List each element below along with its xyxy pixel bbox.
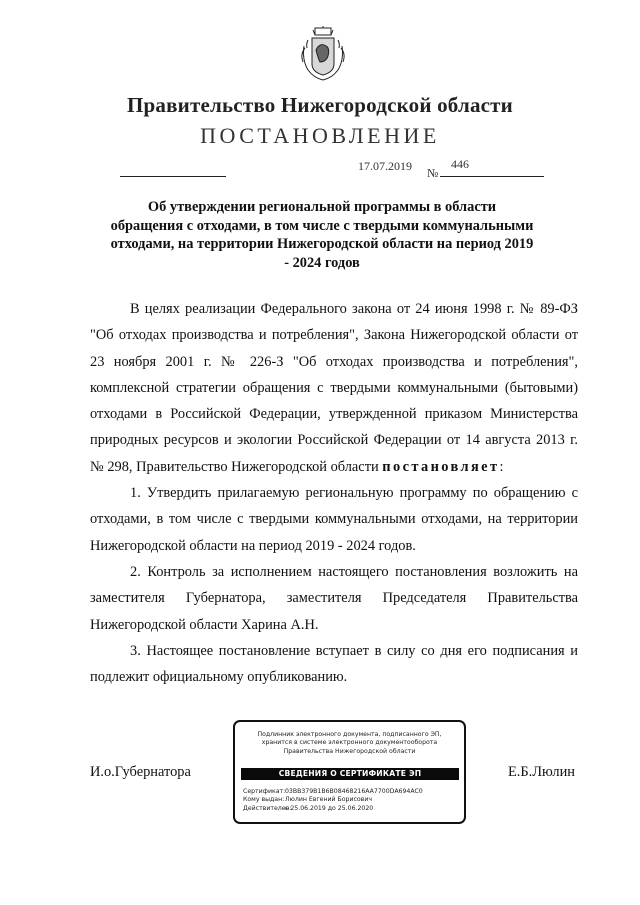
stamp-certificate-details xyxy=(243,788,461,813)
document-number: 446 xyxy=(451,157,469,171)
stamp-certificate-header: СВЕДЕНИЯ О СЕРТИФИКАТЕ ЭП xyxy=(241,768,459,780)
item-paragraph-3: 3. Настоящее постановление вступает в силу со дня его подписания и подлежит официальному опубликованию. xyxy=(90,642,578,686)
stamp-notice xyxy=(241,731,458,756)
organization-title: Правительство Нижегородской области xyxy=(127,93,513,117)
certificate-label: Сертификат: xyxy=(243,788,286,795)
decree-colon: : xyxy=(499,458,504,475)
issued-to-label: Кому выдан: xyxy=(243,796,285,804)
document-type: ПОСТАНОВЛЕНИЕ xyxy=(200,123,440,148)
decree-word: постановляет xyxy=(382,458,500,475)
stamp-notice-line-2: хранится в системе электронного документооборота xyxy=(261,739,438,747)
signer-name: Е.Б.Люлин xyxy=(508,764,575,780)
item-paragraph-1: 1. Утвердить прилагаемую региональную программу по обращению с отходами, в том числе с твердыми коммунальными отходами, на территории Нижегородской области на период 2019 - 2024 годов. xyxy=(90,485,578,554)
validity-row xyxy=(243,805,461,813)
number-line xyxy=(440,176,544,177)
document-date: 17.07.2019 xyxy=(358,159,412,173)
preamble-paragraph xyxy=(90,296,578,480)
preamble-text: В целях реализации Федерального закона от 24 июня 1998 г. № 89-ФЗ "Об отходах производства и потребления", Закона Нижегородской области от 23 ноября 2001 г. № 226-З "Об отходах производства и потребления", комплексной стратегии обращения с твердыми коммунальными (бытовыми) отходами в Российской Федерации, утвержденной приказом Министерства природных ресурсов и экологии Российской Федерации от 14 августа 2013 г. № 298, Правительство Нижегородской области xyxy=(90,301,578,475)
coat-of-arms-icon xyxy=(300,26,346,82)
number-label: № xyxy=(427,166,439,180)
stamp-notice-line-1: Подлинник электронного документа, подписанного ЭП, xyxy=(257,731,442,738)
stamp-notice-line-3: Правительства Нижегородской области xyxy=(283,747,416,755)
signature-line-left xyxy=(120,176,226,177)
issued-to-value: Люлин Евгений Борисович xyxy=(285,796,373,804)
item-paragraph-2: 2. Контроль за исполнением настоящего постановления возложить на заместителя Губернатора, заместителя Председателя Правительства Нижегородской области Харина А.Н. xyxy=(90,563,578,633)
validity-value: с 25.06.2019 до 25.06.2020 xyxy=(285,804,374,812)
document-subject: Об утверждении региональной программы в области обращения с отходами, в том числе с твердыми коммунальными отходами, на территории Нижегородской области на период 2019 - 2024 годов xyxy=(110,199,534,271)
validity-label: Действителен: xyxy=(243,804,292,812)
certificate-value: 03BB379B1B6B08468216AA7700DA694AC0 xyxy=(285,788,423,795)
electronic-signature-stamp xyxy=(233,720,466,824)
signer-role: И.о.Губернатора xyxy=(90,764,191,780)
document-body xyxy=(90,296,578,690)
issued-to-row xyxy=(243,796,461,804)
